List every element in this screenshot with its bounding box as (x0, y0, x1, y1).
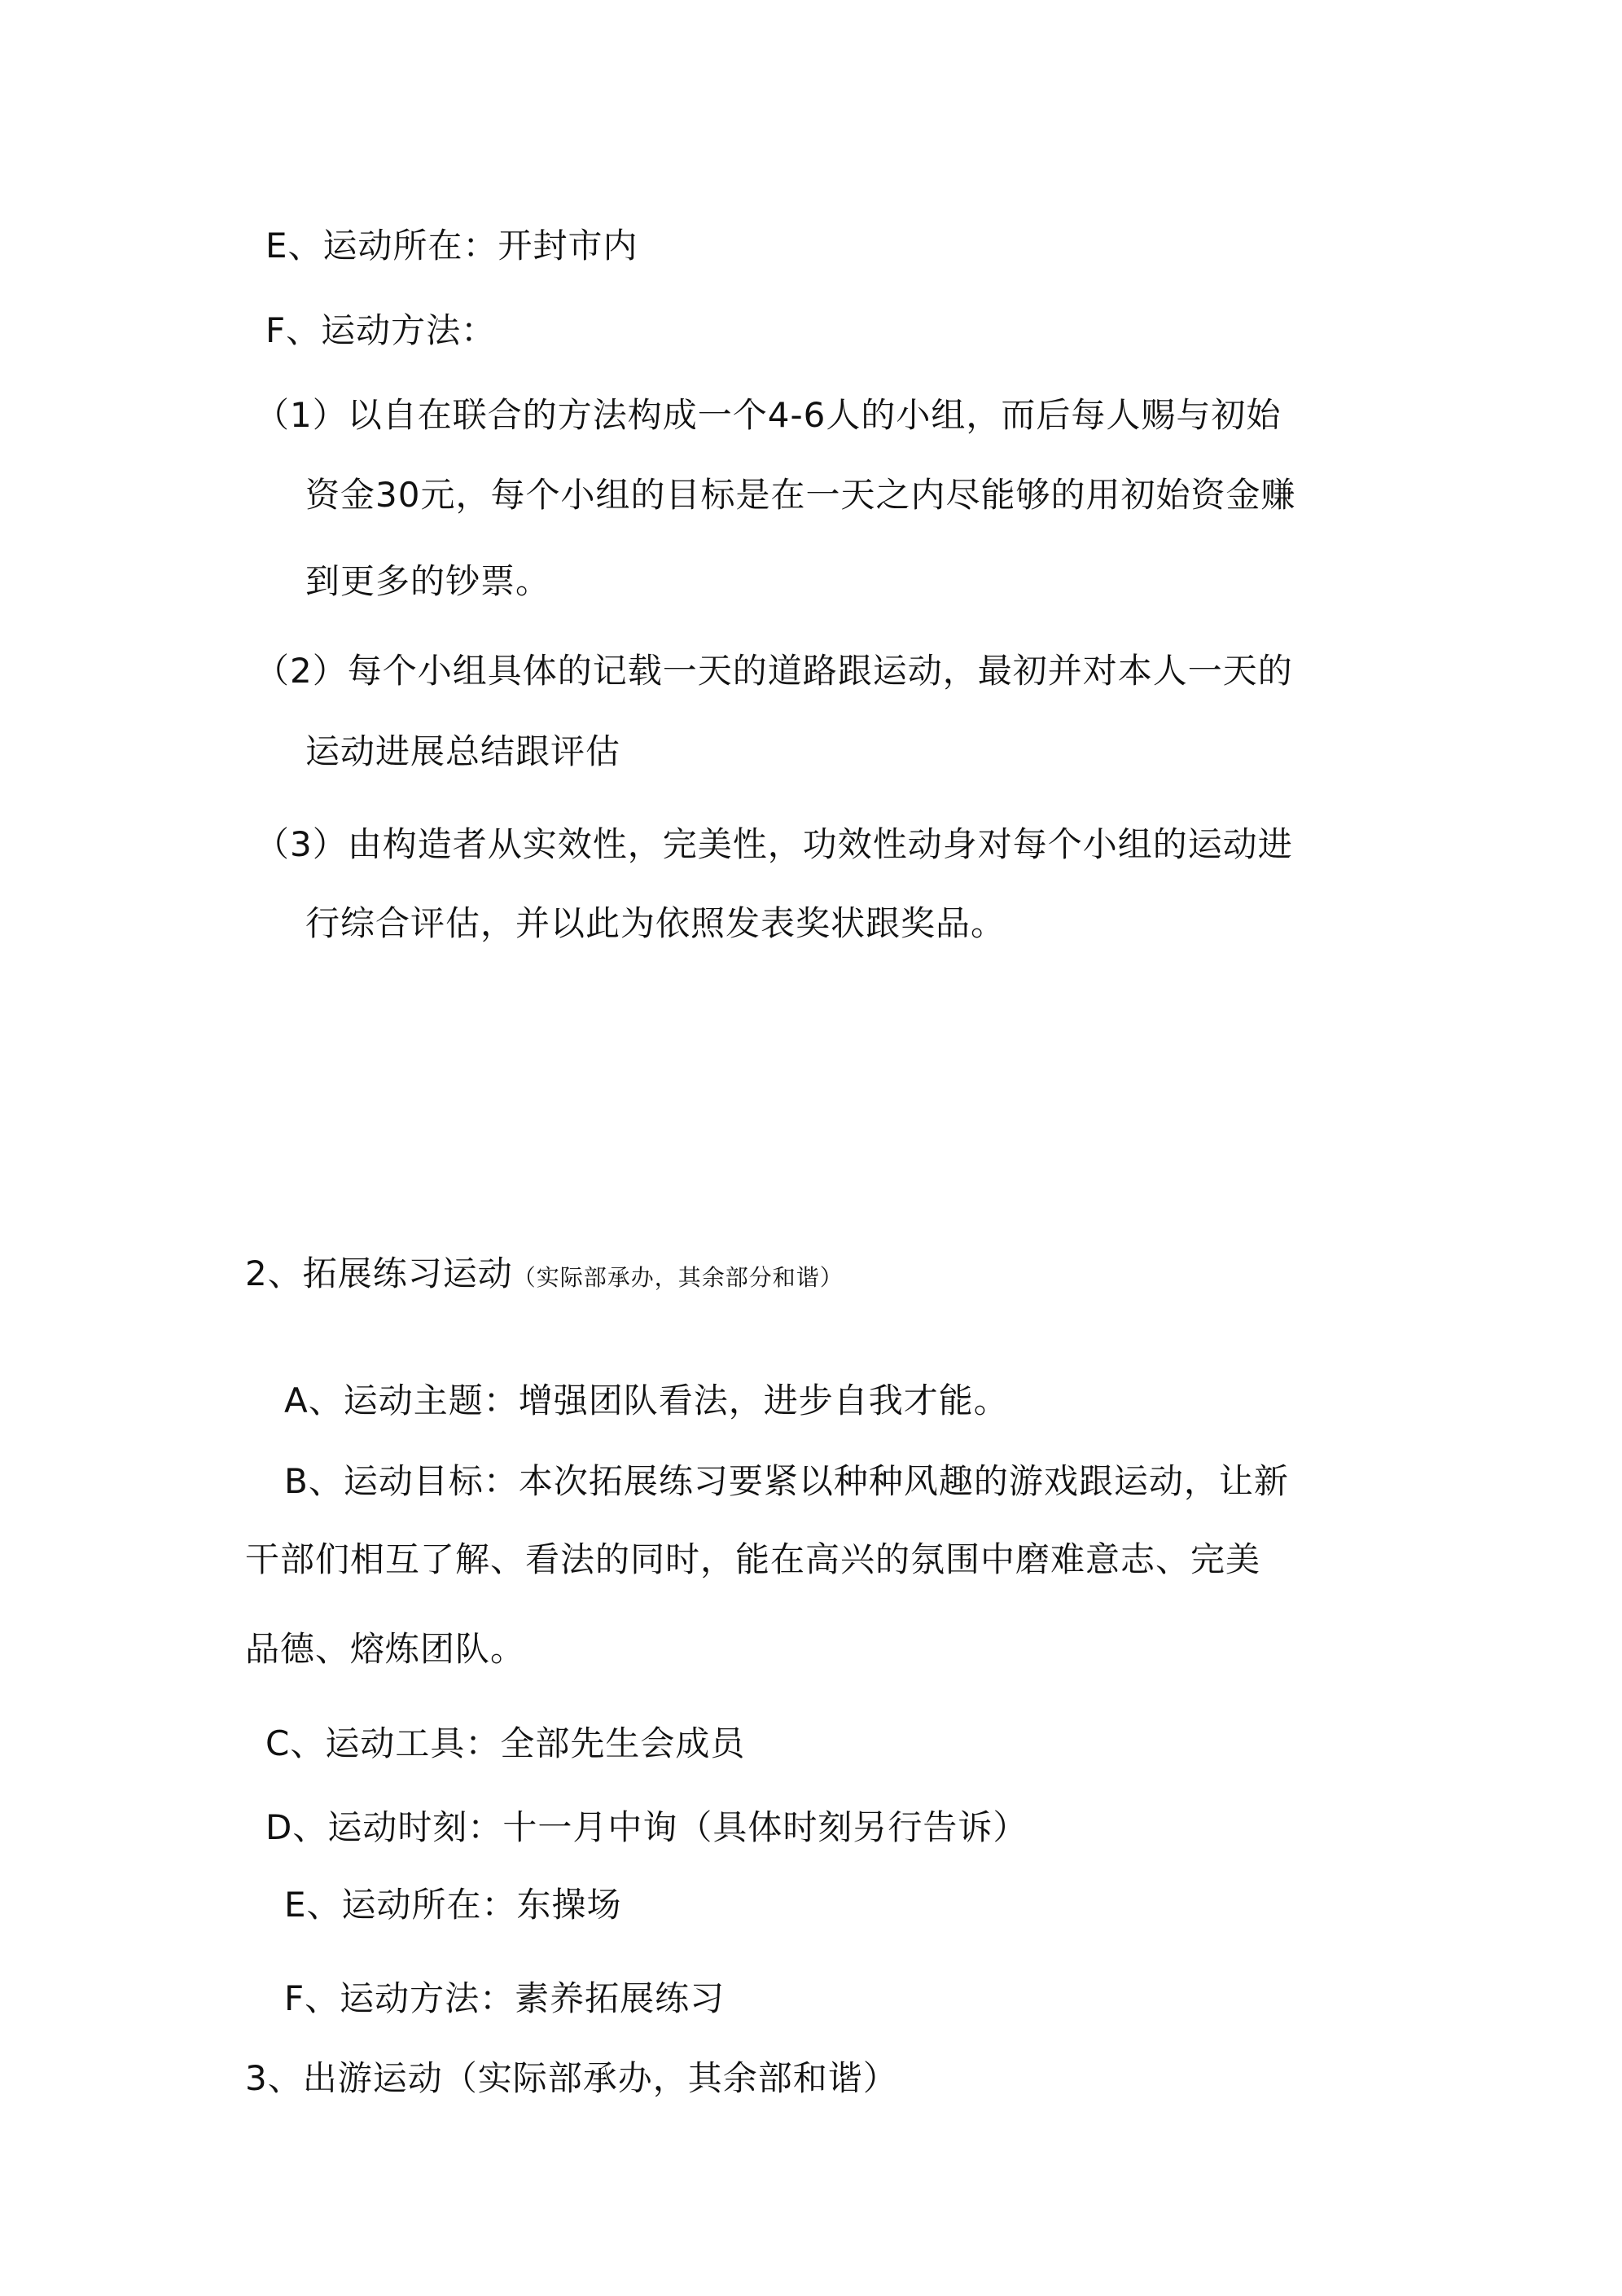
section2-heading-note: （实际部承办，其余部分和谐） (512, 1264, 844, 1291)
section3-heading: 3、出游运动（实际部承办，其余部和谐） (245, 2058, 898, 2098)
time-line: D、运动时刻：十一月中询（具体时刻另行告诉） (265, 1807, 1028, 1847)
goal-line3: 品德、熔炼团队。 (245, 1629, 526, 1669)
goal-line1: B、运动目标：本次拓展练习要紧以种种风趣的游戏跟运动，让新 (284, 1461, 1289, 1501)
step1-line1: （1）以自在联合的方法构成一个4-6人的小组，而后每人赐与初始 (255, 395, 1282, 435)
location2-line: E、运动所在：东操场 (284, 1885, 622, 1925)
step1-line3: 到更多的钞票。 (305, 561, 551, 601)
section2-heading-main: 2、拓展练习运动 (245, 1253, 513, 1293)
location-line: E、运动所在：开封市内 (265, 226, 638, 266)
participants-line: C、运动工具：全部先生会成员 (265, 1723, 746, 1763)
step3-line1: （3）由构造者从实效性，完美性，功效性动身对每个小组的运动进 (255, 824, 1293, 864)
step2-line1: （2）每个小组具体的记载一天的道路跟运动，最初并对本人一天的 (255, 651, 1293, 691)
theme-line: A、运动主题：增强团队看法，进步自我才能。 (284, 1381, 1009, 1420)
method-heading: F、运动方法： (265, 310, 497, 350)
section2-heading (245, 1253, 844, 1293)
method2-line: F、运动方法：素养拓展练习 (284, 1978, 726, 2018)
goal-line2: 干部们相互了解、看法的同时，能在高兴的氛围中磨难意志、完美 (245, 1539, 1261, 1579)
step1-line2: 资金30元，每个小组的目标是在一天之内尽能够的用初始资金赚 (305, 475, 1296, 515)
step2-line2: 运动进展总结跟评估 (305, 731, 621, 771)
step3-line2: 行综合评估，并以此为依照发表奖状跟奖品。 (305, 903, 1006, 943)
